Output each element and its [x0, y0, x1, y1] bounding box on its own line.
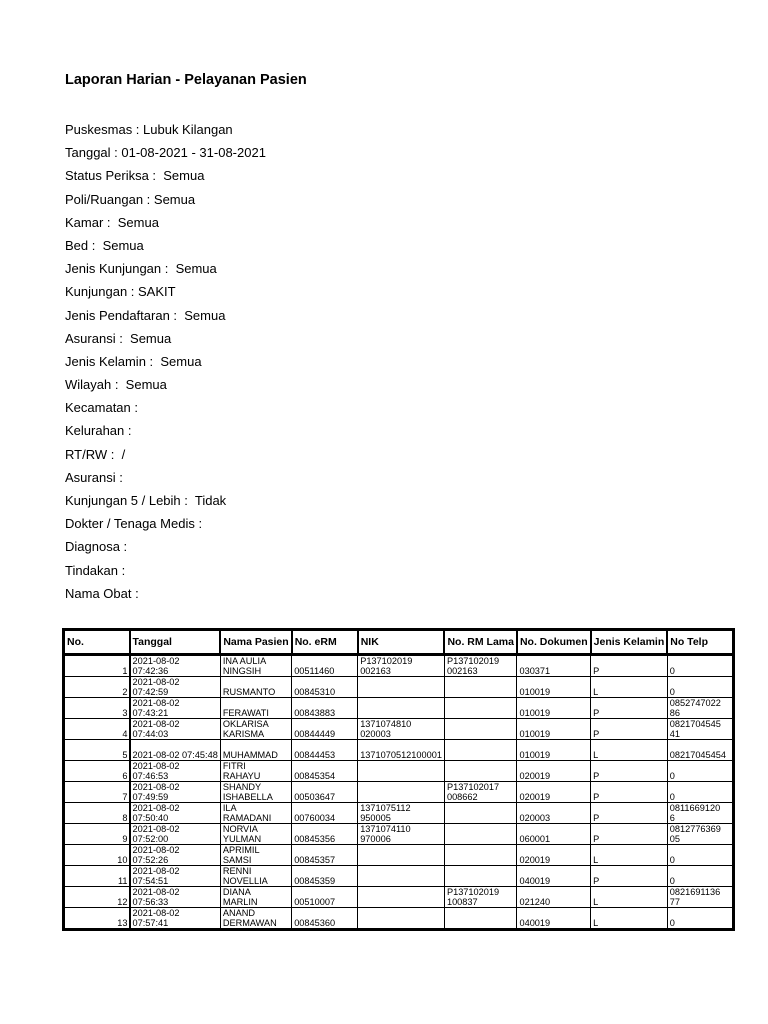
gender-cell: L — [591, 845, 668, 866]
gender-cell: L — [591, 740, 668, 761]
nik-line — [360, 876, 442, 886]
gender-cell: P — [591, 719, 668, 740]
row-number-cell: 13 — [64, 908, 130, 930]
patient-name-cell — [220, 698, 291, 719]
phone-number-cell: 0 — [667, 761, 733, 782]
patient-name-line: DERMAWAN — [222, 918, 277, 928]
phone-number-line: 77 — [669, 897, 680, 907]
patient-name-line: FERAWATI — [222, 708, 269, 718]
old-rm-number-line — [447, 876, 515, 886]
column-header: No Telp — [667, 630, 733, 655]
old-rm-number-line: 008662 — [446, 792, 478, 802]
nik-line: 1371075112 — [360, 803, 411, 813]
patient-name-cell — [220, 782, 291, 803]
old-rm-number-line: P137102019 — [446, 656, 500, 666]
old-rm-number-cell — [444, 740, 517, 761]
old-rm-number-line — [447, 824, 515, 834]
old-rm-number-line — [447, 845, 515, 855]
nik-line — [360, 708, 442, 718]
filter-line: Asuransi : — [65, 469, 123, 485]
erm-number-cell: 00845359 — [292, 866, 358, 887]
visit-date-line: 2021-08-02 — [132, 761, 180, 771]
patient-name-line: KARISMA — [222, 729, 265, 739]
nik-line — [360, 897, 442, 907]
document-number-cell: 010019 — [517, 677, 591, 698]
document-number-cell: 020003 — [517, 803, 591, 824]
patient-name-cell — [220, 908, 291, 930]
patient-name-cell — [220, 845, 291, 866]
filter-line: Bed : Semua — [65, 237, 144, 253]
phone-number-cell: 0 — [667, 655, 733, 677]
visit-date-line: 07:57:41 — [132, 918, 169, 928]
document-number-cell: 021240 — [517, 887, 591, 908]
table-row — [64, 698, 734, 719]
patient-name-line: ANAND — [222, 908, 255, 918]
row-number-cell: 10 — [64, 845, 130, 866]
filter-line: Tindakan : — [65, 562, 126, 578]
table-row — [64, 866, 734, 887]
patient-name-line: ILA — [222, 803, 237, 813]
erm-number-cell: 00845357 — [292, 845, 358, 866]
nik-line — [360, 855, 442, 865]
patient-name-line: RENNI — [222, 866, 252, 876]
phone-number-line: 05 — [669, 834, 680, 844]
filter-line: RT/RW : / — [65, 446, 126, 462]
nik-line — [360, 698, 442, 708]
nik-cell — [358, 761, 445, 782]
nik-line: 1371074110 — [360, 824, 411, 834]
filter-line: Kunjungan : SAKIT — [65, 284, 176, 300]
nik-line — [360, 771, 442, 781]
visit-date-line: 2021-08-02 — [132, 908, 180, 918]
nik-line — [360, 761, 442, 771]
visit-date-line: 07:52:00 — [132, 834, 169, 844]
patient-name-line: RUSMANTO — [222, 687, 276, 697]
filter-line: Jenis Kelamin : Semua — [65, 353, 202, 369]
table-row — [64, 782, 734, 803]
visit-date-cell — [130, 803, 221, 824]
visit-date-line: 07:50:40 — [132, 813, 169, 823]
nik-line — [360, 866, 442, 876]
old-rm-number-line — [447, 771, 515, 781]
erm-number-cell: 00511460 — [292, 655, 358, 677]
filter-line: Jenis Kunjungan : Semua — [65, 261, 217, 277]
visit-date-line: 07:42:36 — [132, 666, 169, 676]
nik-line — [360, 687, 442, 697]
visit-date-line: 07:52:26 — [132, 855, 169, 865]
old-rm-number-line — [447, 698, 515, 708]
old-rm-number-line — [447, 855, 515, 865]
old-rm-number-line — [447, 729, 515, 739]
gender-cell: P — [591, 782, 668, 803]
patient-name-cell — [220, 803, 291, 824]
patient-name-line: MUHAMMAD — [222, 750, 278, 760]
old-rm-number-line — [447, 719, 515, 729]
visit-date-cell — [130, 782, 221, 803]
patient-name-cell — [220, 655, 291, 677]
gender-cell: L — [591, 887, 668, 908]
visit-date-line: 2021-08-02 — [132, 866, 180, 876]
erm-number-cell: 00845354 — [292, 761, 358, 782]
visit-date-cell — [130, 866, 221, 887]
patient-name-line: FITRI — [222, 761, 246, 771]
nik-line: 1371074810 — [360, 719, 412, 729]
visit-date-cell — [130, 740, 221, 761]
phone-number-cell: 0 — [667, 866, 733, 887]
column-header: No. RM Lama — [444, 630, 517, 655]
nik-cell — [358, 887, 445, 908]
filter-line: Status Periksa : Semua — [65, 168, 205, 184]
patient-name-line: RAHAYU — [222, 771, 261, 781]
visit-date-line: 07:54:51 — [132, 876, 169, 886]
document-number-cell: 020019 — [517, 782, 591, 803]
gender-cell: P — [591, 866, 668, 887]
visit-date-line: 2021-08-02 — [132, 824, 180, 834]
phone-number-cell: 0 — [667, 782, 733, 803]
nik-line — [360, 908, 442, 918]
phone-number-cell: 0 — [667, 845, 733, 866]
visit-date-line: 07:44:03 — [132, 729, 169, 739]
filter-line: Diagnosa : — [65, 539, 128, 555]
nik-cell — [358, 677, 445, 698]
old-rm-number-line: P137102019 — [446, 887, 500, 897]
old-rm-number-cell — [444, 908, 517, 930]
patient-name-line — [223, 677, 289, 687]
old-rm-number-cell — [444, 719, 517, 740]
row-number-cell: 2 — [64, 677, 130, 698]
old-rm-number-cell — [444, 782, 517, 803]
old-rm-number-line — [447, 803, 515, 813]
row-number-cell: 7 — [64, 782, 130, 803]
visit-date-cell — [130, 908, 221, 930]
visit-date-cell — [130, 677, 221, 698]
filter-line: Poli/Ruangan : Semua — [65, 191, 196, 207]
nik-cell — [358, 719, 445, 740]
nik-line: P137102019 — [360, 656, 413, 666]
old-rm-number-cell — [444, 698, 517, 719]
filter-line: Asuransi : Semua — [65, 330, 172, 346]
filter-line: Kecamatan : — [65, 400, 138, 416]
table-row — [64, 908, 734, 930]
old-rm-number-line: 002163 — [446, 666, 478, 676]
table-row — [64, 845, 734, 866]
old-rm-number-line — [447, 866, 515, 876]
patient-name-line: YULMAN — [222, 834, 262, 844]
visit-date-line: 2021-08-02 — [132, 677, 180, 687]
column-header: Tanggal — [130, 630, 221, 655]
old-rm-number-line: P137102017 — [446, 782, 500, 792]
visit-date-line: 2021-08-02 — [132, 698, 180, 708]
document-number-cell: 040019 — [517, 908, 591, 930]
nik-line — [360, 782, 442, 792]
filter-line: Kunjungan 5 / Lebih : Tidak — [65, 493, 227, 508]
nik-cell — [358, 698, 445, 719]
filter-line: Wilayah : Semua — [65, 377, 167, 393]
phone-number-line: 0812776369 — [669, 824, 721, 834]
document-number-cell: 040019 — [517, 866, 591, 887]
erm-number-cell: 00844449 — [292, 719, 358, 740]
table-row — [64, 761, 734, 782]
nik-cell — [358, 655, 445, 677]
document-number-cell: 010019 — [517, 719, 591, 740]
patient-name-line — [223, 698, 289, 708]
old-rm-number-cell — [444, 803, 517, 824]
patient-name-line: APRIMIL — [222, 845, 260, 855]
visit-date-line: 2021-08-02 07:45:48 — [132, 750, 218, 760]
old-rm-number-line — [447, 708, 515, 718]
gender-cell: P — [591, 655, 668, 677]
nik-cell — [358, 740, 445, 761]
visit-date-line: 07:56:33 — [132, 897, 169, 907]
old-rm-number-line — [447, 677, 515, 687]
row-number-cell: 6 — [64, 761, 130, 782]
nik-line: 970006 — [360, 834, 391, 844]
old-rm-number-cell — [444, 677, 517, 698]
phone-number-line: 41 — [669, 729, 680, 739]
patient-name-cell — [220, 761, 291, 782]
patient-name-line: NORVIA — [222, 824, 258, 834]
nik-cell — [358, 782, 445, 803]
gender-cell: L — [591, 908, 668, 930]
phone-number-line — [670, 740, 730, 750]
phone-number-line: 0852747022 — [669, 698, 721, 708]
document-number-cell: 030371 — [517, 655, 591, 677]
visit-date-cell — [130, 845, 221, 866]
gender-cell: P — [591, 761, 668, 782]
old-rm-number-line — [447, 813, 515, 823]
patient-name-cell — [220, 866, 291, 887]
visit-date-line: 2021-08-02 — [132, 887, 180, 897]
document-number-cell: 020019 — [517, 845, 591, 866]
visit-date-line: 07:42:59 — [132, 687, 169, 697]
column-header: Nama Pasien — [220, 630, 291, 655]
nik-line — [360, 792, 442, 802]
visit-date-cell — [130, 887, 221, 908]
nik-line — [360, 845, 442, 855]
patient-name-cell — [220, 824, 291, 845]
patient-name-line: OKLARISA — [222, 719, 269, 729]
gender-cell: L — [591, 677, 668, 698]
filter-line: Dokter / Tenaga Medis : — [65, 516, 203, 532]
row-number-cell: 8 — [64, 803, 130, 824]
phone-number-line: 0821704545 — [669, 719, 721, 729]
row-number-cell: 4 — [64, 719, 130, 740]
document-number-cell: 010019 — [517, 740, 591, 761]
gender-cell: P — [591, 824, 668, 845]
phone-number-line: 08217045454 — [669, 750, 726, 760]
visit-date-line: 2021-08-02 — [132, 803, 180, 813]
patient-name-line: NINGSIH — [222, 666, 262, 676]
nik-line — [360, 918, 442, 928]
visit-date-line: 07:43:21 — [132, 708, 169, 718]
column-header: Jenis Kelamin — [591, 630, 668, 655]
visit-date-line — [133, 740, 218, 750]
column-header: No. Dokumen — [517, 630, 591, 655]
phone-number-cell — [667, 887, 733, 908]
document-number-cell: 020019 — [517, 761, 591, 782]
old-rm-number-line — [447, 750, 515, 760]
table-row — [64, 740, 734, 761]
patient-name-line: ISHABELLA — [222, 792, 273, 802]
nik-line: 1371070512100001 — [360, 750, 442, 760]
nik-cell — [358, 908, 445, 930]
phone-number-cell: 0 — [667, 908, 733, 930]
table-row — [64, 719, 734, 740]
table-header-row — [64, 630, 734, 655]
visit-date-cell — [130, 655, 221, 677]
visit-date-line: 07:49:59 — [132, 792, 169, 802]
table-row — [64, 655, 734, 677]
patient-name-line: SHANDY — [222, 782, 262, 792]
visit-date-line: 2021-08-02 — [132, 845, 180, 855]
patient-table — [62, 628, 735, 931]
visit-date-line: 2021-08-02 — [132, 719, 180, 729]
phone-number-cell — [667, 824, 733, 845]
old-rm-number-cell — [444, 824, 517, 845]
visit-date-cell — [130, 761, 221, 782]
erm-number-cell: 00510007 — [292, 887, 358, 908]
patient-name-line: MARLIN — [222, 897, 258, 907]
old-rm-number-cell — [444, 655, 517, 677]
phone-number-cell: 0 — [667, 677, 733, 698]
column-header: No. eRM — [292, 630, 358, 655]
phone-number-cell — [667, 803, 733, 824]
old-rm-number-cell — [444, 845, 517, 866]
patient-name-line — [223, 740, 289, 750]
old-rm-number-cell — [444, 761, 517, 782]
patient-name-cell — [220, 740, 291, 761]
phone-number-cell — [667, 740, 733, 761]
nik-line: 020003 — [360, 729, 391, 739]
visit-date-cell — [130, 824, 221, 845]
row-number-cell: 11 — [64, 866, 130, 887]
patient-name-line: INA AULIA — [222, 656, 267, 666]
table-row — [64, 887, 734, 908]
row-number-cell: 5 — [64, 740, 130, 761]
old-rm-number-line — [447, 761, 515, 771]
visit-date-line: 2021-08-02 — [132, 782, 180, 792]
nik-cell — [358, 866, 445, 887]
row-number-cell: 12 — [64, 887, 130, 908]
old-rm-number-line — [447, 687, 515, 697]
old-rm-number-cell — [444, 887, 517, 908]
table-row — [64, 677, 734, 698]
nik-line — [360, 677, 442, 687]
nik-cell — [358, 824, 445, 845]
visit-date-cell — [130, 719, 221, 740]
phone-number-cell — [667, 698, 733, 719]
filter-list — [65, 120, 266, 607]
filter-line: Nama Obat : — [65, 585, 139, 601]
erm-number-cell: 00843883 — [292, 698, 358, 719]
erm-number-cell: 00845356 — [292, 824, 358, 845]
filter-line: Puskesmas : Lubuk Kilangan — [65, 122, 233, 137]
phone-number-line: 0821691136 — [669, 887, 721, 897]
filter-line: Tanggal : 01-08-2021 - 31-08-2021 — [65, 145, 266, 161]
erm-number-cell: 00760034 — [292, 803, 358, 824]
report-title: Laporan Harian - Pelayanan Pasien — [65, 72, 307, 88]
nik-line: 002163 — [360, 666, 391, 676]
column-header: No. — [64, 630, 130, 655]
nik-line — [360, 740, 442, 750]
visit-date-cell — [130, 698, 221, 719]
patient-name-line: DIANA — [222, 887, 251, 897]
visit-date-line: 2021-08-02 — [132, 656, 180, 666]
document-number-cell: 010019 — [517, 698, 591, 719]
erm-number-cell: 00845310 — [292, 677, 358, 698]
old-rm-number-line — [447, 908, 515, 918]
filter-line: Kamar : Semua — [65, 214, 159, 230]
filter-line: Kelurahan : — [65, 423, 132, 439]
nik-cell — [358, 803, 445, 824]
erm-number-cell: 00844453 — [292, 740, 358, 761]
phone-number-line: 6 — [669, 813, 675, 823]
visit-date-line: 07:46:53 — [132, 771, 169, 781]
old-rm-number-line: 100837 — [446, 897, 478, 907]
erm-number-cell: 00503647 — [292, 782, 358, 803]
table-row — [64, 824, 734, 845]
patient-name-cell — [220, 677, 291, 698]
column-header: NIK — [358, 630, 445, 655]
nik-line — [360, 887, 442, 897]
document-number-cell: 060001 — [517, 824, 591, 845]
nik-line: 950005 — [360, 813, 391, 823]
phone-number-line: 0811669120 — [669, 803, 721, 813]
patient-name-line: RAMADANI — [222, 813, 272, 823]
old-rm-number-line — [447, 740, 515, 750]
row-number-cell: 1 — [64, 655, 130, 677]
row-number-cell: 9 — [64, 824, 130, 845]
old-rm-number-line — [447, 834, 515, 844]
phone-number-cell — [667, 719, 733, 740]
row-number-cell: 3 — [64, 698, 130, 719]
patient-name-line: SAMSI — [222, 855, 252, 865]
old-rm-number-cell — [444, 866, 517, 887]
patient-name-cell — [220, 887, 291, 908]
gender-cell: P — [591, 803, 668, 824]
filter-line: Jenis Pendaftaran : Semua — [65, 307, 226, 323]
nik-cell — [358, 845, 445, 866]
table-row — [64, 803, 734, 824]
phone-number-line: 86 — [669, 708, 680, 718]
patient-name-cell — [220, 719, 291, 740]
gender-cell: P — [591, 698, 668, 719]
old-rm-number-line — [447, 918, 515, 928]
patient-name-line: NOVELLIA — [222, 876, 268, 886]
erm-number-cell: 00845360 — [292, 908, 358, 930]
